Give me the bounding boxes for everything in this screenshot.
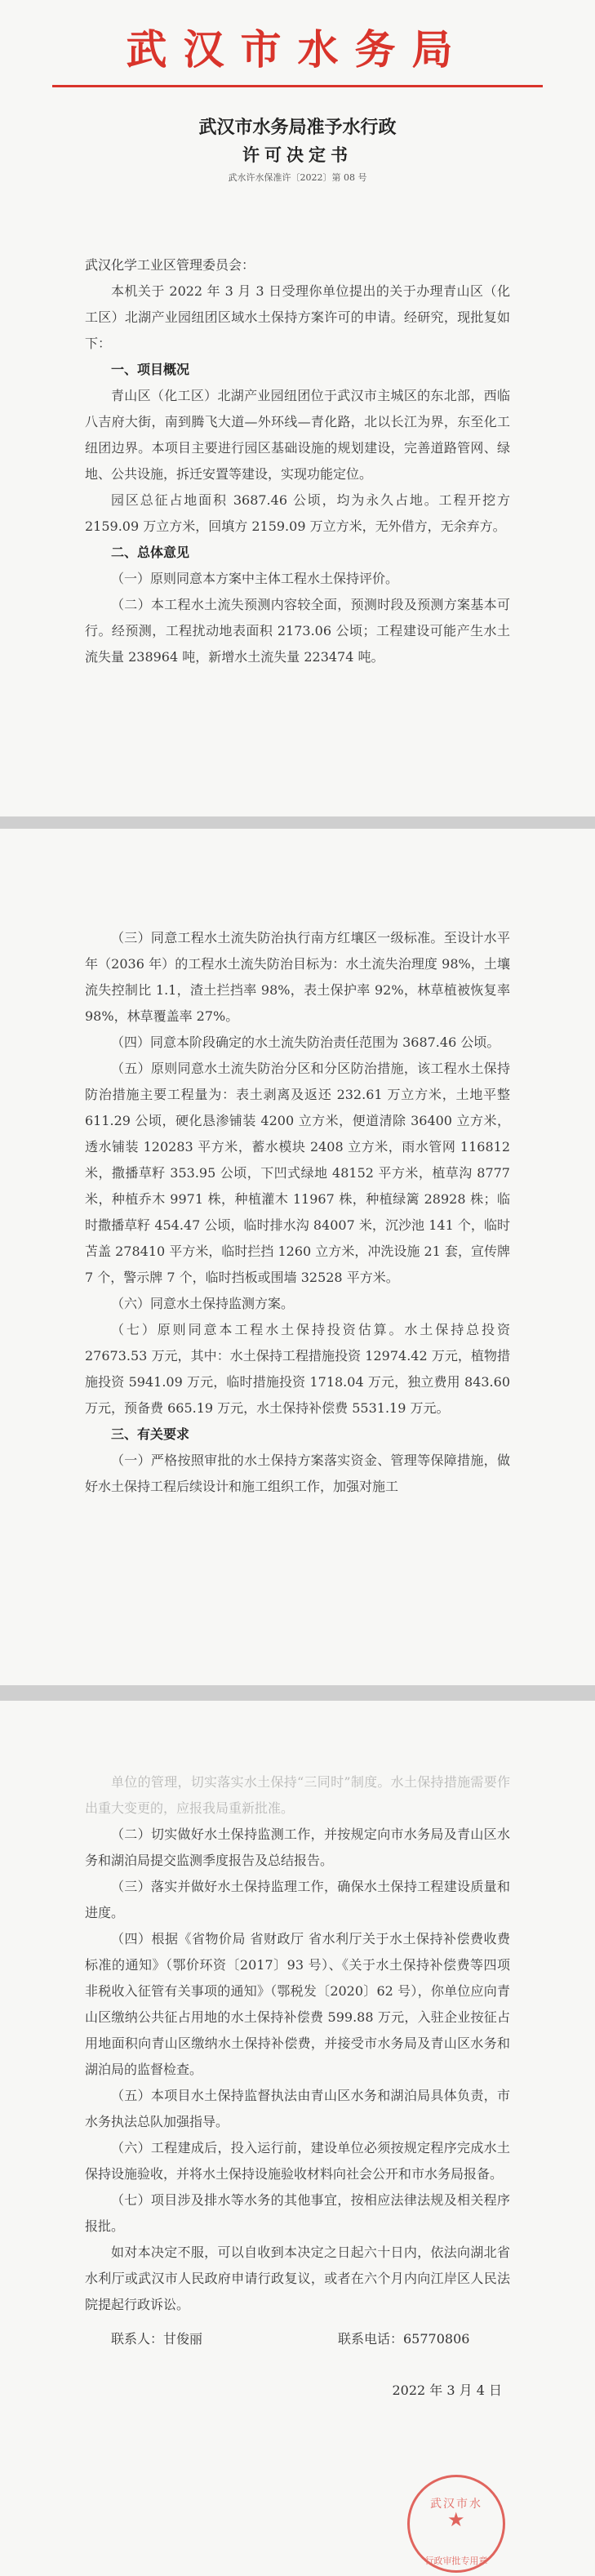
seal-star-icon: ★	[447, 2508, 465, 2531]
requirement-paragraph-5: （五）本项目水土保持监督执法由青山区水务和湖泊局具体负责，市水务执法总队加强指导。	[85, 2088, 510, 2129]
official-seal	[407, 2475, 505, 2573]
contact-row	[85, 2326, 510, 2352]
section-heading-requirements: 三、有关要求	[111, 1426, 190, 1442]
overview-paragraph-1: 青山区（化工区）北湖产业园纽团位于武汉市主城区的东北部，西临八吉府大街，南到腾飞大道—外环线—青化路，北以长江为界，东至化工纽团边界。本项目主要进行园区基础设施的规划建设，完善道路管网、绿地、公共设施，拆迁安置等建设，实现功能定位。	[85, 388, 510, 482]
opinion-paragraph-4: （四）同意本阶段确定的水土流失防治责任范围为 3687.46 公顷。	[111, 1034, 500, 1050]
document-number: 武水许水保准许〔2022〕第 08 号	[228, 172, 367, 183]
requirement-paragraph-7: （七）项目涉及排水等水务的其他事宜，按相应法律法规及相关程序报批。	[85, 2192, 510, 2234]
document-page-3	[0, 1701, 595, 2576]
section-heading-overview: 一、项目概况	[111, 362, 190, 377]
requirement-paragraph-3: （三）落实并做好水土保持监理工作，确保水土保持工程建设质量和进度。	[85, 1879, 510, 1920]
seal-text-bottom: 行政审批专用章	[424, 2556, 488, 2566]
document-page-2	[0, 829, 595, 1685]
document-title: 武汉市水务局准予水行政	[198, 117, 397, 138]
opinion-paragraph-6: （六）同意水土保持监测方案。	[111, 1296, 295, 1311]
intro-paragraph: 本机关于 2022 年 3 月 3 日受理你单位提出的关于办理青山区（化工区）北湖产业园纽团区域水土保持方案许可的申请。经研究，现批复如下：	[85, 283, 510, 351]
requirement-paragraph-2: （二）切实做好水土保持监测工作，并按规定向市水务局及青山区水务和湖泊局提交监测季度报告及总结报告。	[85, 1826, 510, 1868]
requirement-paragraph-1-cont: 单位的管理，切实落实水土保持“三同时”制度。水土保持措施需要作出重大变更的，应报我局重新批准。	[85, 1774, 510, 1816]
section-heading-opinion: 二、总体意见	[111, 545, 190, 560]
document-subtitle: 许可决定书	[242, 145, 353, 165]
requirement-paragraph-6: （六）工程建成后，投入运行前，建设单位必须按规定程序完成水土保持设施验收，并将水土保持设施验收材料向社会公开和市水务局报备。	[85, 2140, 510, 2182]
requirement-paragraph-1: （一）严格按照审批的水土保持方案落实资金、管理等保障措施，做好水土保持工程后续设计和施工组织工作，加强对施工	[85, 1453, 510, 1494]
opinion-paragraph-2: （二）本工程水土流失预测内容较全面，预测时段及预测方案基本可行。经预测，工程扰动地表面积 2173.06 公顷；工程建设可能产生水土流失量 238964 吨，新增水土流失量 223474 吨。	[85, 597, 510, 665]
addressee: 武汉化学工业区管理委员会：	[85, 257, 255, 273]
opinion-paragraph-1: （一）原则同意本方案中主体工程水土保持评价。	[111, 571, 399, 586]
contact-phone: 联系电话：65770806	[338, 2331, 470, 2347]
seal-text-top: 武汉市水	[430, 2498, 482, 2511]
requirement-paragraph-4: （四）根据《省物价局 省财政厅 省水利厅关于水土保持补偿费收费标准的通知》（鄂价环资〔2017〕93 号）、《关于水土保持补偿费等四项非税收入征管有关事项的通知》（鄂税发〔2020〕62 号），你单位应向青山区缴纳公共征占用地的水土保持补偿费 599.88 万元，入驻企业按征占用地面积向青山区缴纳水土保持补偿费，并接受市水务局及青山区水务和湖泊局的监督检查。	[85, 1931, 510, 2077]
opinion-paragraph-3: （三）同意工程水土流失防治执行南方红壤区一级标准。至设计水平年（2036 年）的工程水土流失防治目标为：水土流失治理度 98%，土壤流失控制比 1.1，渣土拦挡率 98%，表土保护率 92%，林草植被恢复率 98%，林草覆盖率 27%。	[85, 930, 510, 1024]
opinion-paragraph-5: （五）原则同意水土流失防治分区和分区防治措施，该工程水土保持防治措施主要工程量为：表土剥离及返还 232.61 万立方米，土地平整 611.29 公顷，硬化恳渗铺装 4200 立方米，便道清除 36400 立方米，透水铺装 120283 平方米，蓄水模块 2408 立方米，雨水管网 116812 米，撒播草籽 353.95 公顷，下凹式绿地 48152 平方米，植草沟 8777 米，种植乔木 9971 株，种植灌木 11967 株，种植绿篱 28928 株；临时撒播草籽 454.47 公顷，临时排水沟 84007 米，沉沙池 141 个，临时苫盖 278410 平方米，临时拦挡 1260 立方米，冲洗设施 21 套，宣传牌 7 个，警示牌 7 个，临时挡板或围墙 32528 平方米。	[85, 1061, 510, 1285]
issue-date: 2022 年 3 月 4 日	[392, 2382, 502, 2398]
contact-person: 联系人：甘俊丽	[111, 2331, 203, 2347]
appeal-notice: 如对本决定不服，可以自收到本决定之日起六十日内，依法向湖北省水利厅或武汉市人民政府申请行政复议，或者在六个月内向江岸区人民法院提起行政诉讼。	[85, 2245, 510, 2312]
document-page-1	[0, 0, 595, 816]
letterhead-divider	[52, 85, 543, 87]
opinion-paragraph-7: （七）原则同意本工程水土保持投资估算。水土保持总投资 27673.53 万元，其中：水土保持工程措施投资 12974.42 万元，植物措施投资 5941.09 万元，临时措施投资 1718.04 万元，独立费用 843.60 万元，预备费 665.19 万元，水土保持补偿费 5531.19 万元。	[85, 1322, 510, 1416]
letterhead: 武汉市水务局	[126, 25, 469, 73]
overview-paragraph-2: 园区总征占地面积 3687.46 公顷，均为永久占地。工程开挖方 2159.09 万立方米，回填方 2159.09 万立方米，无外借方，无余弃方。	[85, 492, 510, 534]
